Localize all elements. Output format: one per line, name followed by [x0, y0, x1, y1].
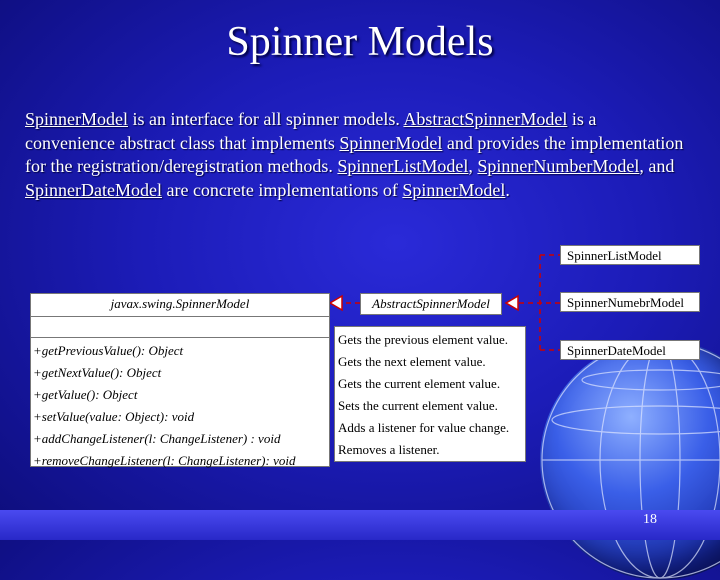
- bottom-bar: [0, 510, 720, 540]
- desc-set-value: Sets the current element value.: [338, 398, 498, 413]
- class-name-reference: AbstractSpinnerModel: [403, 109, 568, 129]
- method-descriptions-box: [334, 326, 526, 462]
- class-name-reference: SpinnerModel: [339, 132, 443, 153]
- extends-arrowhead: [506, 296, 518, 310]
- desc-get-next: Gets the next element value.: [338, 354, 486, 369]
- desc-remove-listener: Removes a listener.: [338, 442, 440, 457]
- class-name-reference: SpinnerNumberModel: [477, 156, 640, 176]
- paragraph-text: and provides the implementation for the registration/deregistration methods.: [25, 132, 684, 176]
- desc-get-value: Gets the current element value.: [338, 376, 501, 391]
- paragraph-text: ,: [468, 156, 478, 176]
- paragraph-text: .: [505, 179, 510, 200]
- method-get-value: +getValue(): Object: [33, 387, 138, 402]
- method-remove-listener: +removeChangeListener(l: ChangeListener): void: [33, 453, 296, 468]
- class-name-reference: SpinnerModel: [402, 179, 506, 200]
- paragraph-text: , and: [639, 156, 675, 176]
- spinner-number-model-box: SpinnerNumebrModel: [560, 292, 700, 312]
- slide-title: Spinner Models: [226, 19, 494, 65]
- spinner-date-model-box: SpinnerDateModel: [560, 340, 700, 360]
- paragraph-text: are concrete implementations of: [161, 179, 403, 200]
- abstract-spinner-model-box: AbstractSpinnerModel: [360, 293, 502, 315]
- class-name-reference: SpinnerListModel: [337, 156, 469, 176]
- paragraph-text: is a convenience abstract class that implements: [25, 109, 597, 153]
- implements-arrowhead: [330, 296, 342, 310]
- method-get-next: +getNextValue(): Object: [33, 365, 162, 380]
- method-get-previous: +getPreviousValue(): Object: [33, 343, 184, 358]
- method-add-listener: +addChangeListener(l: ChangeListener) : void: [33, 431, 281, 446]
- spinner-model-box: [30, 293, 330, 467]
- method-set-value: +setValue(value: Object): void: [33, 409, 195, 424]
- spinner-list-model-box: SpinnerListModel: [560, 245, 700, 265]
- class-name-reference: SpinnerModel: [25, 109, 128, 129]
- spinner-model-methods: [31, 338, 329, 474]
- class-name-reference: SpinnerDateModel: [25, 179, 162, 200]
- desc-get-previous: Gets the previous element value.: [338, 332, 509, 347]
- page-number: 18: [643, 512, 657, 527]
- spinner-model-attributes: [31, 317, 329, 338]
- paragraph-text: is an interface for all spinner models.: [128, 109, 404, 129]
- spinner-model-name: javax.swing.SpinnerModel: [31, 294, 329, 317]
- desc-add-listener: Adds a listener for value change.: [338, 420, 510, 435]
